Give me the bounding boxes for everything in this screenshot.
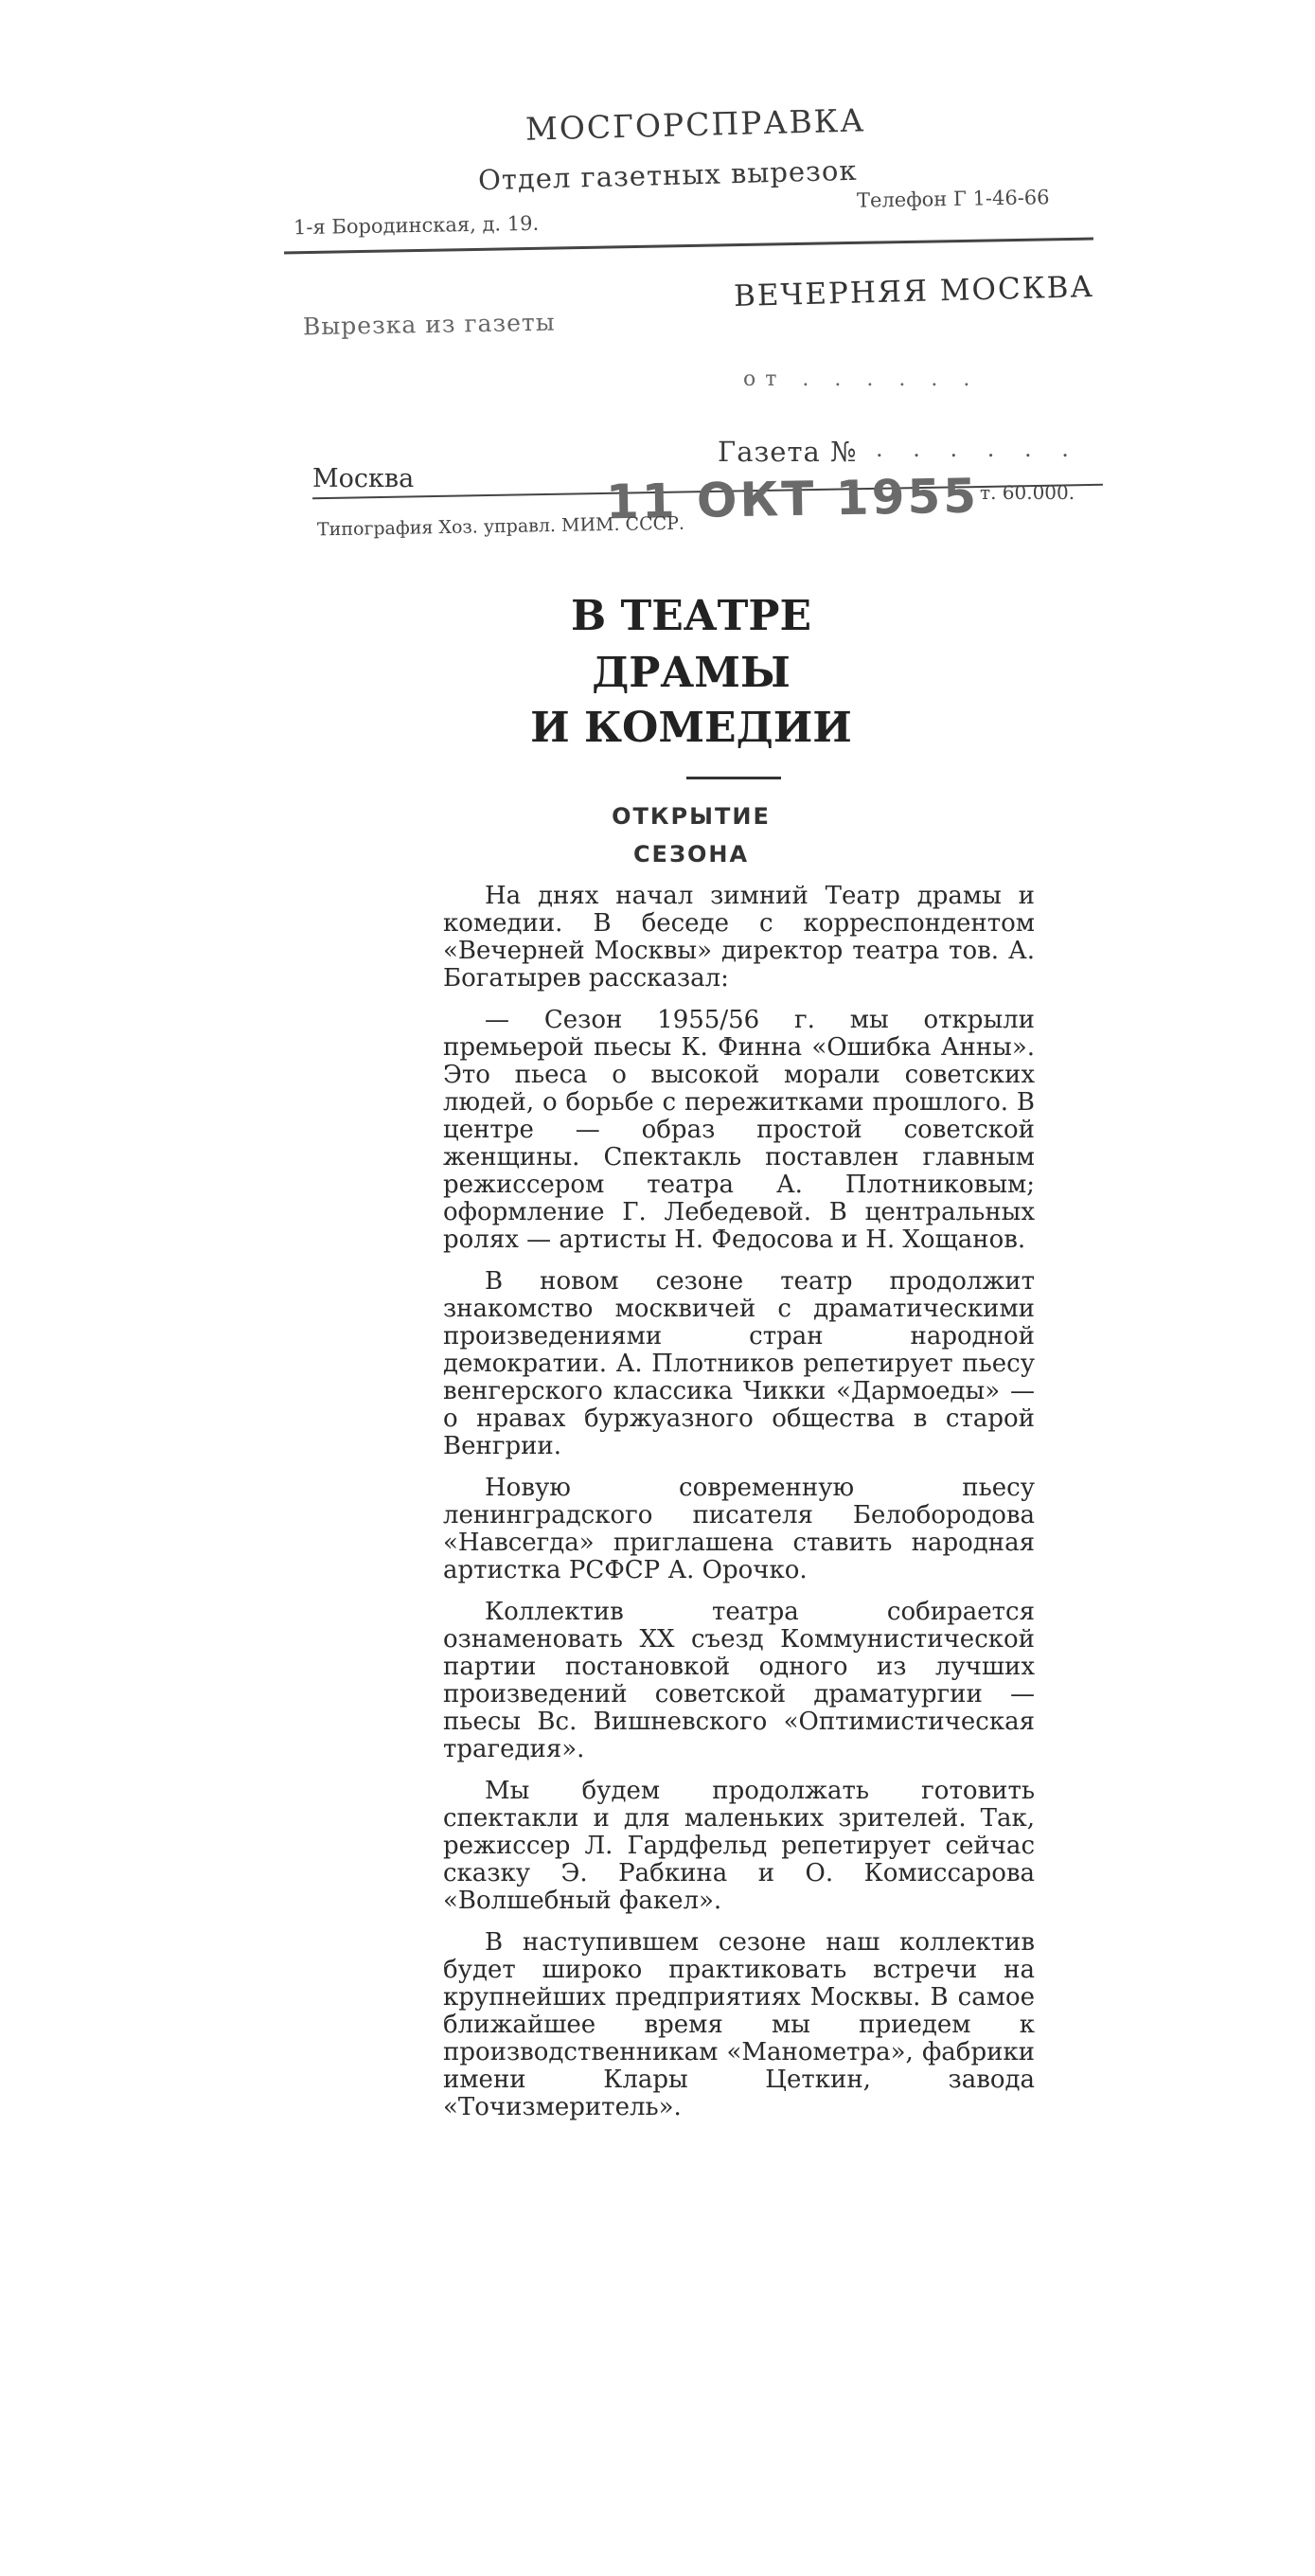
article-title-line: В ТЕАТРЕ xyxy=(571,592,811,640)
agency-address: 1-я Бородинская, д. 19. xyxy=(293,211,540,240)
agency-name: МОСГОРСПРАВКА xyxy=(524,101,866,148)
article-paragraph: Коллектив театра собирается ознаменовать XX съезд Коммунистической партии постановкой одного из лучших произведений советской драматургии — пьесы Вс. Вишневского «Оптимистическая трагедия». xyxy=(443,1598,1035,1763)
article-title-line: И КОМЕДИИ xyxy=(530,704,852,752)
city-label: Москва xyxy=(312,464,415,493)
issue-dots: . . . . . . xyxy=(876,436,1080,462)
printer-label: Типография Хоз. управл. МИМ. СССР. xyxy=(316,512,685,541)
header-divider xyxy=(284,238,1093,255)
article-paragraph: Новую современную пьесу ленинградского писателя Белобородова «Навсегда» приглашена ставить народная артистка РСФСР А. Орочко. xyxy=(443,1474,1035,1584)
article-paragraph: — Сезон 1955/56 г. мы открыли премьерой пьесы К. Финна «Ошибка Анны». Это пьеса о высокой морали советских людей, о борьбе с пережитками прошлого. В центре — образ простой советской женщины. Спектакль поставлен главным режиссером театра А. Плотниковым; оформление Г. Лебедевой. В центральных ролях — артисты Н. Федосова и Н. Хощанов. xyxy=(443,1006,1035,1254)
agency-phone: Телефон Г 1-46-66 xyxy=(856,186,1050,212)
date-stamp: 11 ОКТ 1955 xyxy=(605,468,980,530)
newspaper-name: ВЕЧЕРНЯЯ МОСКВА xyxy=(733,270,1095,313)
article-subtitle-line: СЕЗОНА xyxy=(632,841,750,868)
article-paragraph: На днях начал зимний Театр драмы и комедии. В беседе с корреспондентом «Вечерней Москвы» директор театра тов. А. Богатырев рассказал: xyxy=(443,882,1035,993)
article-body xyxy=(443,883,1035,2136)
issue-label: Газета № xyxy=(718,436,858,468)
department-name: Отдел газетных вырезок xyxy=(477,153,858,197)
article-paragraph: В новом сезоне театр продолжит знакомство москвичей с драматическими произведениями стран народной демократии. А. Плотников репетирует пьесу венгерского классика Чикки «Дармоеды» — о нравах буржуазного общества в старой Венгрии. xyxy=(443,1267,1035,1460)
article-paragraph: Мы будем продолжать готовить спектакли и для маленьких зрителей. Так, режиссер Л. Гардфельд репетирует сейчас сказку Э. Рабкина и О. Комиссарова «Волшебный факел». xyxy=(443,1777,1035,1915)
article-title-line: ДРАМЫ xyxy=(592,649,791,697)
title-divider xyxy=(686,777,781,779)
article-paragraph: В наступившем сезоне наш коллектив будет широко практиковать встречи на крупнейших предприятиях Москвы. В самое ближайшее время мы приедем к производственникам «Манометра», фабрики имени Клары Цеткин, завода «Точизмеритель». xyxy=(443,1928,1035,2121)
from-field: от . . . . . . xyxy=(743,367,980,391)
clip-label: Вырезка из газеты xyxy=(302,308,556,341)
print-run: т. 60.000. xyxy=(980,481,1075,504)
article-subtitle-line: ОТКРЫТИЕ xyxy=(612,803,771,830)
